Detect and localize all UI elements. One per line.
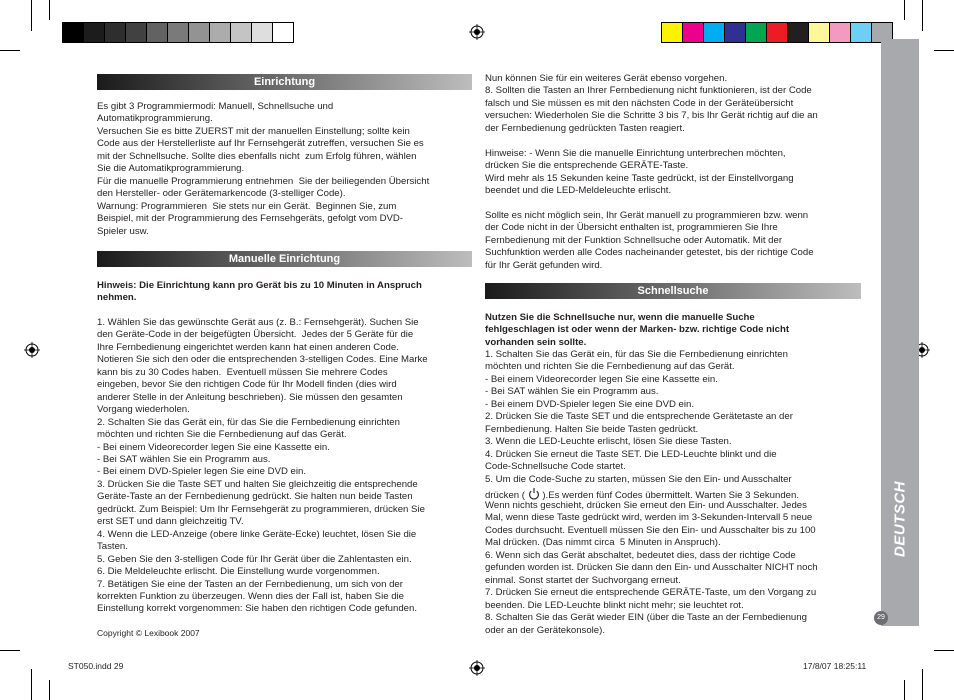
gray-swatch [230,22,252,43]
footer-timestamp: 17/8/07 18:25:11 [803,661,867,671]
section-header-manuelle-einrichtung: Manuelle Einrichtung [97,251,472,267]
copyright: Copyright © Lexibook 2007 [97,628,200,638]
process-swatch [703,22,725,43]
registration-mark-icon [24,342,40,358]
process-swatch [850,22,872,43]
schnellsuche-note: Nutzen Sie die Schnellsuche nur, wenn die manuelle Suche fehlgeschlagen ist oder wenn der Marken- bzw. richtige Code nicht vorhanden sein sollte. [485,312,790,348]
right-top-body: Nun können Sie für ein weiteres Gerät ebenso vorgehen. 8. Sollten die Tasten an Ihrer Fernbedienung nicht funktionieren, ist der Code falsch und Sie müssen es mit den nächsten Code in der Geräteübersicht versuchen: Wiederholen Sie die Schritte 3 bis 7, bis Ihr Gerät richtig auf die an der Fernbedienung gedrückten Tasten reagiert. Hinweise: - Wenn Sie die manuelle Einrichtung unterbrechen möchten, drücken Sie die entsprechende GERÄTE-Taste. Wird mehr als 15 Sekunden keine Taste gedrückt, ist der Einstellvorgang beendet und die LED-Meldeleuchte erlischt. Sollte es nicht möglich sein, Ihr Gerät manuell zu programmieren bzw. wenn der Code nicht in der Übersicht enthalten ist, programmieren Sie Ihre Fernbedienung mit der Funktion Schnellsuche oder Automatik. Mit der Suchfunktion werden alle Codes nacheinander getestet, bis der richtige Code für Ihr Gerät gefunden wird. [485,73,818,271]
gray-swatch [188,22,210,43]
language-label: DEUTSCH [891,480,909,558]
process-swatch [724,22,746,43]
gray-swatch [272,22,294,43]
gray-swatch [146,22,168,43]
process-swatch [766,22,788,43]
process-swatch [661,22,683,43]
process-swatch [829,22,851,43]
schnellsuche-body-a: 1. Schalten Sie das Gerät ein, für das Sie die Fernbedienung einrichten möchten und richten Sie die Fernbedienung auf das Gerät. - Bei einem Videorecorder legen Sie eine Kassette ein. - Bei SAT wählen Sie ein Programm aus. - Bei einem DVD-Spieler legen Sie eine DVD ein. 2. Drücken Sie die Taste SET und die entsprechende Gerätetaste an der Fernbedienung. Halten Sie beide Tasten gedrückt. 3. Wenn die LED-Leuchte erlischt, lösen Sie diese Tasten. 4. Drücken Sie erneut die Taste SET. Die LED-Leuchte blinkt und die Code-Schnellsuche Code startet. 5. Um die Code-Suche zu starten, müssen Sie den Ein- und Ausschalter [485,349,793,485]
footer-file-name: ST050.indd 29 [68,661,124,671]
process-swatch [787,22,809,43]
process-swatch [808,22,830,43]
section-header-schnellsuche: Schnellsuche [485,283,861,299]
gray-swatch [104,22,126,43]
page-number-badge: 29 [874,611,888,625]
gray-swatch [209,22,231,43]
gray-swatch [251,22,273,43]
process-swatch [745,22,767,43]
gray-swatch [167,22,189,43]
gray-swatch [62,22,84,43]
einrichtung-body: Es gibt 3 Programmiermodi: Manuell, Schnellsuche und Automatikprogrammierung. Versuchen Sie es bitte ZUERST mit der manuellen Einstellung; sollte kein Code aus der Herstellerliste auf Ihr Fernsehgerät zutreffen, versuchen Sie es mit der Schnellsuche. Sollte dies ebenfalls nicht zum Erfolg führen, wählen Sie die Automatikprogrammierung. Für die manuelle Programmierung entnehmen Sie der beiliegenden Übersicht den Hersteller- oder Gerätemarkencode (3-stelliger Code). Warnung: Programmieren Sie stets nur ein Gerät. Beginnen Sie, zum Beispiel, mit der Programmierung des Fernsehgeräts, gefolgt vom DVD- Spieler usw. [97,101,430,237]
inline-text-pre: drücken ( [485,490,528,501]
schnellsuche-body-b: Wenn nichts geschieht, drücken Sie erneut den Ein- und Ausschalter. Jedes Mal, wenn diese Taste gedrückt wird, werden im 3-Sekunden-Intervall 5 neue Codes durchsucht. Eventuell müssen Sie den Ein- und Ausschalter bis zu 100 Mal drücken. (Das nimmt circa 5 Minuten in Anspruch). 6. Wenn sich das Gerät abschaltet, bedeutet dies, dass der richtige Code gefunden worden ist. Drücken Sie dann den Ein- und Ausschalter NICHT noch einmal. Sonst startet der Suchvorgang erneut. 7. Drücken Sie erneut die entsprechende GERÄTE-Taste, um den Vorgang zu beenden. Die LED-Leuchte blinkt nicht mehr; sie leuchtet rot. 8. Schalten Sie das Gerät wieder EIN (über die Taste an der Fernbedienung oder an der Gerätekonsole). [485,500,818,636]
registration-mark-icon [469,660,485,676]
gray-swatch [83,22,105,43]
inline-text-post: ).Es werden fünf Codes übermittelt. Warten Sie 3 Sekunden. [539,490,800,501]
manuelle-einrichtung-body: 1. Wählen Sie das gewünschte Gerät aus (z. B.: Fernsehgerät). Suchen Sie den Geräte-Code in der beigefügten Übersicht. Jedes der 5 Geräte für die Ihre Fernbedienung eingerichtet werden kann hat einen anderen Code. Notieren Sie sich den oder die entsprechenden 3-stelligen Codes. Eine Marke kann bis zu 30 Codes haben. Eventuell müssen Sie mehrere Codes eingeben, bevor Sie den richtigen Code für Ihr Modell finden (dies wird anderer Stelle in der Anleitung beschrieben). Sie müssen den gesamten Vorgang wiederholen. 2. Schalten Sie das Gerät ein, für das Sie die Fernbedienung einrichten möchten und richten Sie die Fernbedienung auf das Gerät. - Bei einem Videorecorder legen Sie eine Kassette ein. - Bei SAT wählen Sie ein Programm aus. - Bei einem DVD-Spieler legen Sie eine DVD ein. 3. Drücken Sie die Taste SET und halten Sie gleichzeitig die entsprechende Geräte-Taste an der Fernbedienung gedrückt. Sie halten nun beide Tasten gedrückt. Zum Beispiel: Um Ihr Fernsehgerät zu programmieren, drücken Sie erst SET und dann gleichzeitig TV. 4. Wenn die LED-Anzeige (obere linke Geräte-Ecke) leuchtet, lösen Sie die Tasten. 5. Geben Sie den 3-stelligen Code für Ihr Gerät über die Zahlentasten ein. 6. Die Meldeleuchte erlischt. Die Einstellung wurde vorgenommen. 7. Betätigen Sie eine der Tasten an der Fernbedienung, um sich von der korrekten Funktion zu überzeugen. Wenn dies der Fall ist, haben Sie die Einstellung korrekt vorgenommen: Sie haben den richtigen Code gefunden. [97,317,428,615]
registration-mark-icon [469,24,485,40]
gray-swatch [125,22,147,43]
power-icon [528,487,540,500]
process-swatch [682,22,704,43]
section-header-einrichtung: Einrichtung [97,74,472,90]
manuelle-einrichtung-note: Hinweis: Die Einrichtung kann pro Gerät bis zu 10 Minuten in Anspruch nehmen. [97,280,422,304]
